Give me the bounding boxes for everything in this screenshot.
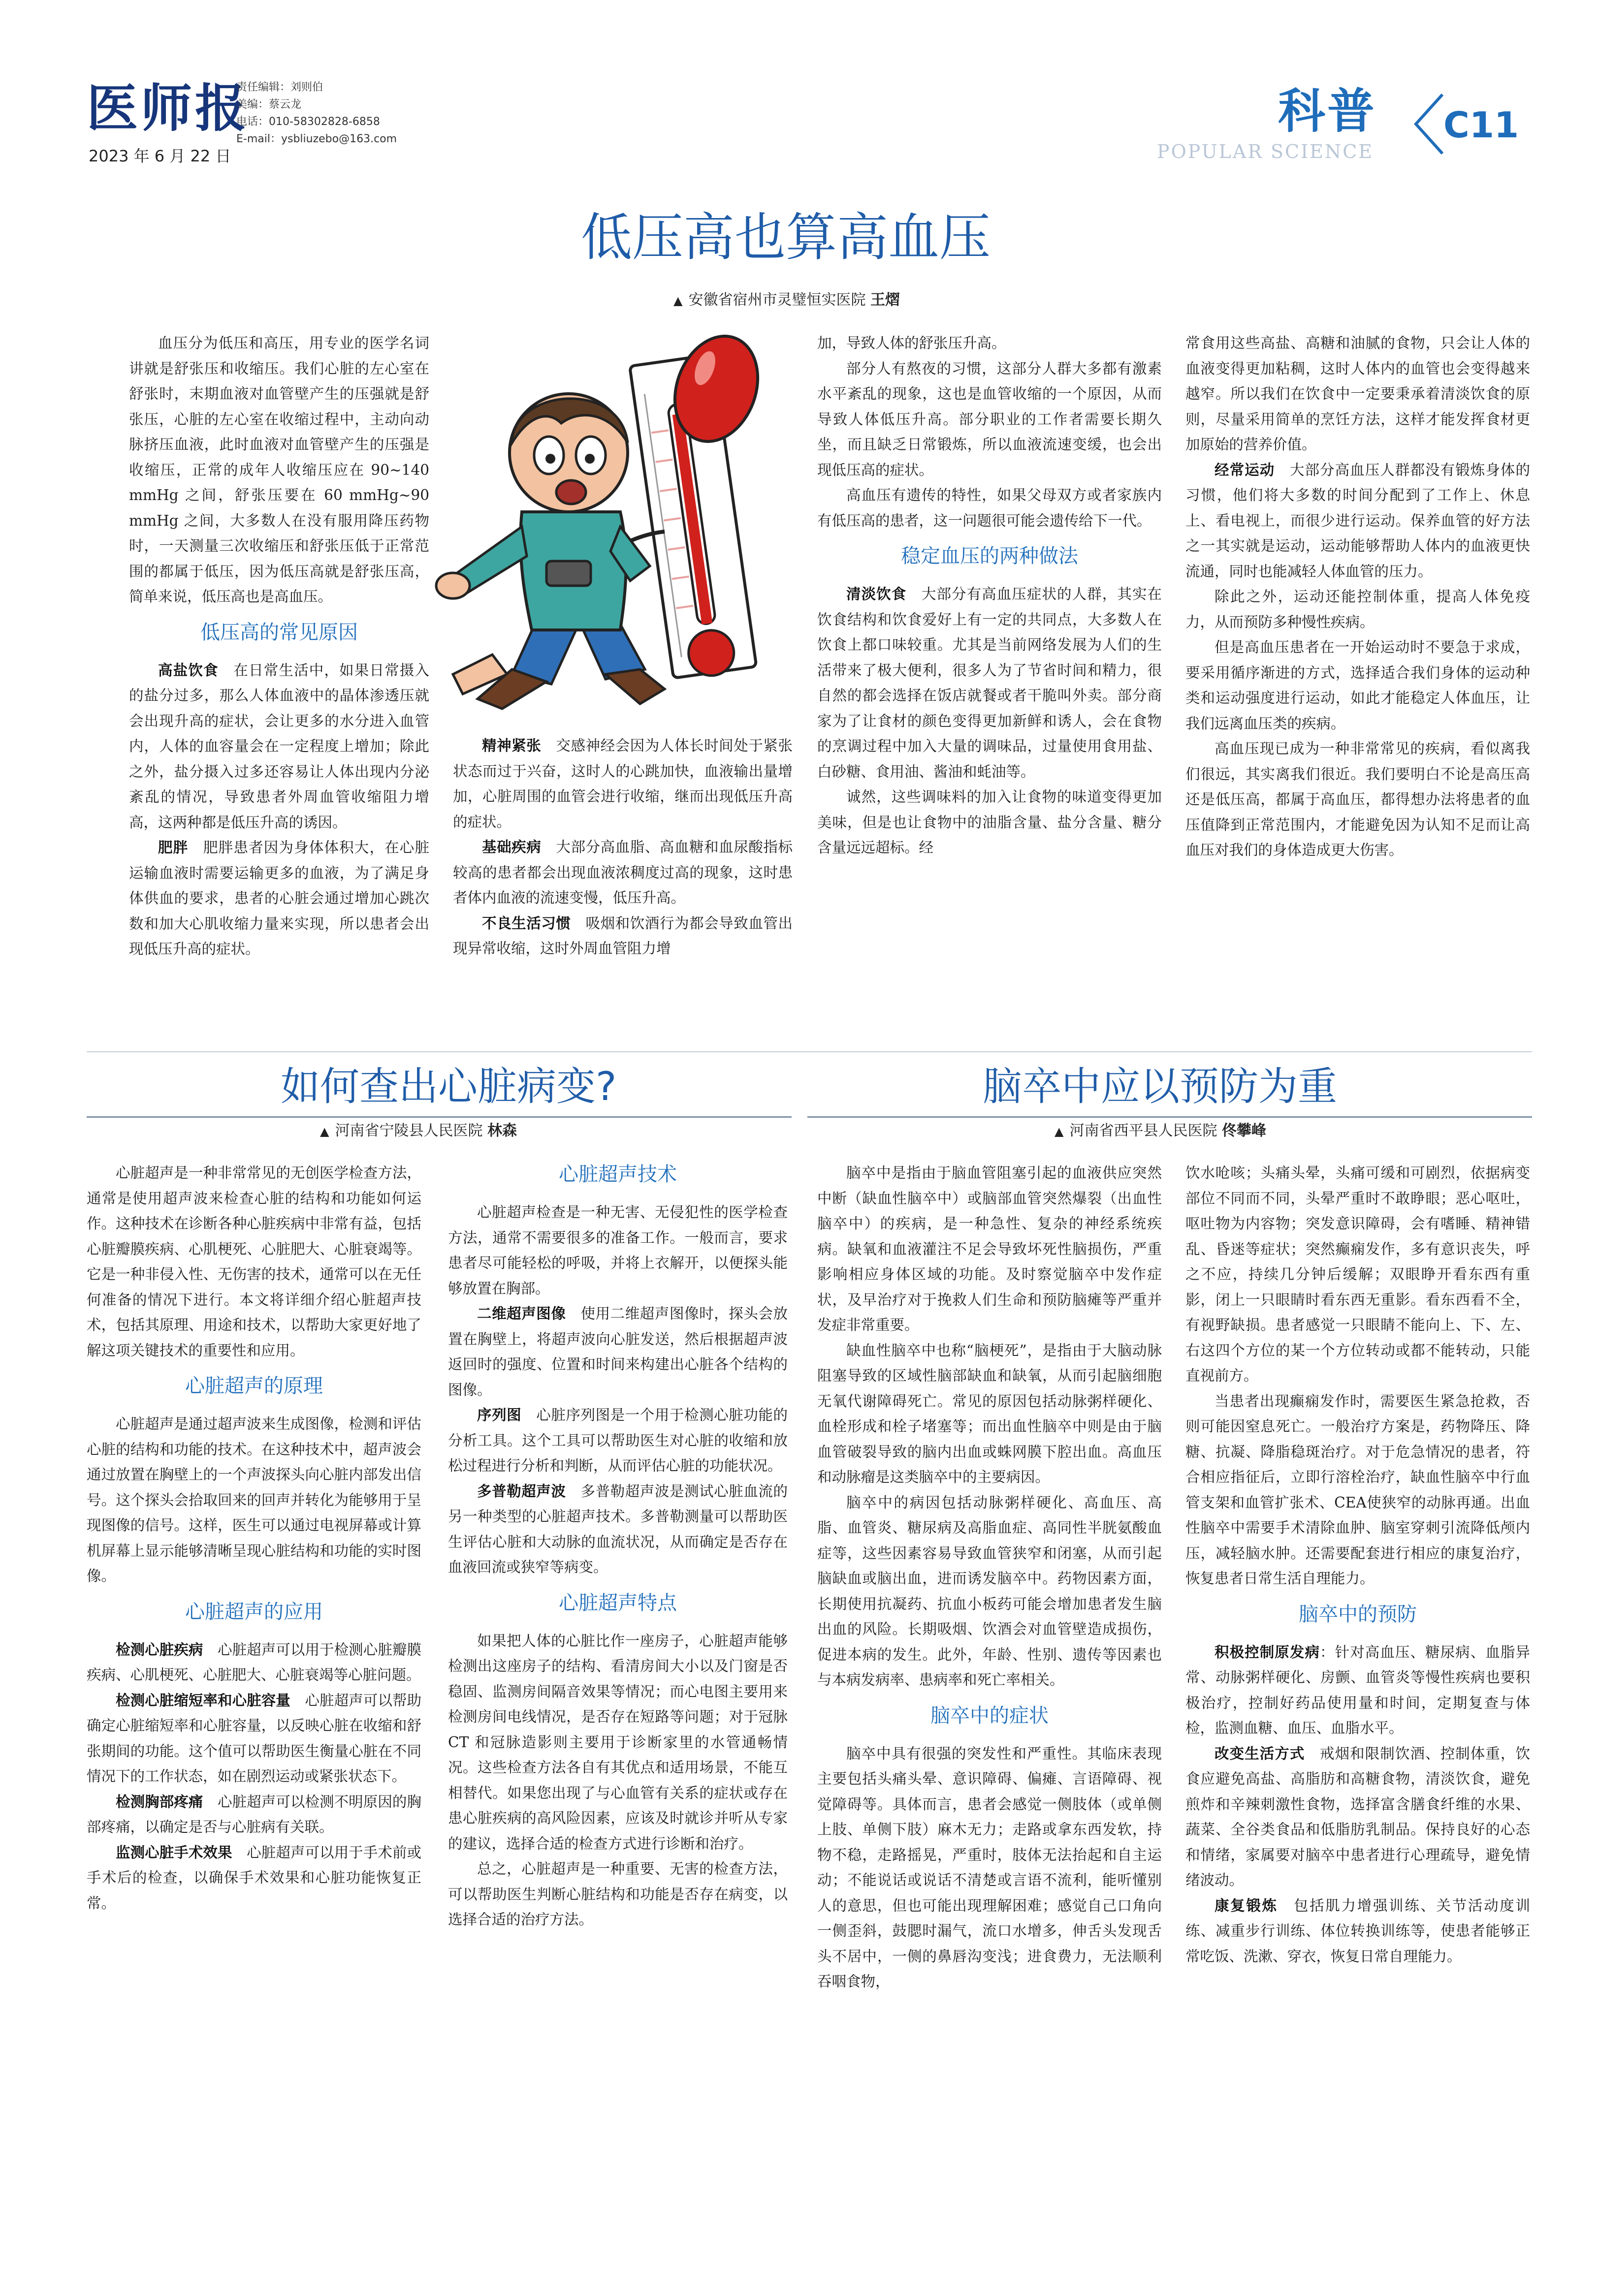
paragraph: 脑卒中具有很强的突发性和严重性。其临床表现主要包括头痛头晕、意识障碍、偏瘫、言语障碍、视觉障碍等。具体而言，患者会感觉一侧肢体（或单侧上肢、单侧下肢）麻木无力；走路或拿东西发软，持物不稳，走路摇晃，严重时，肢体无法抬起和自主运动；不能说话或说话不清楚或言语不流利，能听懂别人的意思，但也可能出现理解困难；感觉自己口角向一侧歪斜，鼓腮时漏气，流口水增多，伸舌头发现舌头不居中，一侧的鼻唇沟变浅；进食费力，无法顺利吞咽食物，: [817, 1745, 1162, 1990]
article-1-title: 低压高也算高血压: [581, 207, 991, 267]
cartoon-man-thermometer-icon: [433, 330, 788, 719]
article-3-byline: ▲ 河南省西平县人民医院 佟攀峰: [1055, 1122, 1267, 1139]
article-3-column-1: [817, 1161, 1162, 1995]
subheading: 心脏超声技术: [559, 1163, 677, 1186]
subheading: 低压高的常见原因: [200, 621, 358, 644]
title-underline: [807, 1116, 1532, 1118]
paragraph: 高血压有遗传的特性，如果父母双方或者家族内有低压高的患者，这一问题很可能会遗传给下一代。: [817, 487, 1162, 529]
paragraph: 精神紧张 交感神经会因为人体长时间处于紧张状态而过于兴奋，这时人的心跳加快，血液输出量增加，心脏周围的血管会进行收缩，继而出现低压升高的症状。: [453, 737, 793, 830]
subheading: 心脏超声的原理: [185, 1375, 323, 1397]
paragraph: 积极控制原发病：针对高血压、糖尿病、血脂异常、动脉粥样硬化、房颤、血管炎等慢性疾病也要积极治疗，控制好药品使用量和时间，定期复查与体检，监测血糖、血压、血脂水平。: [1185, 1643, 1530, 1736]
paragraph: 高盐饮食 在日常生活中，如果日常摄入的盐分过多，那么人体血液中的晶体渗透压就会出现升高的症状，会让更多的水分进入血管内，人体的血容量会在一定程度上增加；除此之外，盐分摄入过多还容易让人体出现内分泌紊乱的情况，导致患者外周血管收缩阻力增高，这两种都是低压升高的诱因。: [129, 661, 429, 831]
article-1-author: 王熠: [870, 291, 900, 309]
paragraph: 检测胸部疼痛 心脏超声可以检测不明原因的胸部疼痛，以确定是否与心脏病有关联。: [87, 1793, 421, 1835]
paragraph: 经常运动 大部分高血压人群都没有锻炼身体的习惯，他们将大多数的时间分配到了工作上、休息上、看电视上，而很少进行运动。保养血管的好方法之一其实就是运动，运动能够帮助人体内的血液更快流通，同时也能减轻人体血管的压力。: [1185, 461, 1530, 580]
subheading: 脑卒中的症状: [930, 1704, 1049, 1727]
section-subtitle: POPULAR SCIENCE: [1157, 141, 1374, 162]
paragraph: 如果把人体的心脏比作一座房子，心脏超声能够检测出这座房子的结构、看清房间大小以及门窗是否稳固、监测房间隔音效果等情况；而心电图主要用来检测房间电线情况，是否存在短路等问题；对于冠脉 CT 和冠脉造影则主要用于诊断家里的水管通畅情况。这些检查方法各自有其优点和适用场景，不能互相替代。如果您出现了与心血管有关系的症状或存在患心脏疾病的高风险因素，应该及时就诊并听从专家的建议，选择合适的检查方式进行诊断和治疗。: [448, 1632, 788, 1852]
paragraph: 康复锻炼 包括肌力增强训练、关节活动度训练、减重步行训练、体位转换训练等，使患者能够正常吃饭、洗漱、穿衣，恢复日常自理能力。: [1185, 1897, 1530, 1965]
email-line: E-mail：ysbliuzebo@163.com: [236, 133, 397, 145]
paragraph: 心脏超声是一种非常常见的无创医学检查方法，通常是使用超声波来检查心脏的结构和功能如何运作。这种技术在诊断各种心脏疾病中非常有益，包括心脏瓣膜疾病、心肌梗死、心脏肥大、心脏衰竭等。它是一种非侵入性、无伤害的技术，通常可以在无任何准备的情况下进行。本文将详细介绍心脏超声技术，包括其原理、用途和技术，以帮助大家更好地了解这项关键技术的重要性和应用。: [87, 1164, 421, 1359]
article-1-column-4: [1185, 331, 1530, 863]
newspaper-logo: 医师报: [87, 78, 250, 138]
paragraph: 脑卒中是指由于脑血管阻塞引起的血液供应突然中断（缺血性脑卒中）或脑部血管突然爆裂（出血性脑卒中）的疾病，是一种急性、复杂的神经系统疾病。缺氧和血液灌注不足会导致坏死性脑损伤，严重影响相应身体区域的功能。及时察觉脑卒中发作症状，及早治疗对于挽救人们生命和预防脑瘫等严重并发症非常重要。: [817, 1164, 1162, 1333]
paragraph: 基础疾病 大部分高血脂、高血糖和血尿酸指标较高的患者都会出现血液浓稠度过高的现象，这时患者体内血液的流速变慢，低压升高。: [453, 839, 793, 906]
paragraph: 检测心脏疾病 心脏超声可以用于检测心脏瓣膜疾病、心肌梗死、心脏肥大、心脏衰竭等心脏问题。: [87, 1641, 421, 1683]
article-1-column-1: [129, 331, 429, 962]
article-1-column-2: [453, 733, 793, 962]
subheading: 脑卒中的预防: [1299, 1603, 1417, 1626]
triangle-icon: ▲: [673, 294, 683, 308]
paragraph: 肥胖 肥胖患者因为身体体积大，在心脏运输血液时需要运输更多的血液，为了满足身体供血的要求，患者的心脏会通过增加心跳次数和加大心肌收缩力量来实现，所以患者会出现低压升高的症状。: [129, 839, 429, 957]
article-3-column-2: [1185, 1161, 1530, 1969]
paragraph: 缺血性脑卒中也称“脑梗死”，是指由于大脑动脉阻塞导致的区域性脑部缺血和缺氧，从而引起脑细胞无氧代谢障碍死亡。常见的原因包括动脉粥样硬化、血栓形成和栓子堵塞等；而出血性脑卒中则是由于脑血管破裂导致的脑内出血或蛛网膜下腔出血。高血压和动脉瘤是这类脑卒中的主要病因。: [817, 1342, 1162, 1485]
page-number: C11: [1443, 104, 1519, 146]
paragraph: 序列图 心脏序列图是一个用于检测心脏功能的分析工具。这个工具可以帮助医生对心脏的收缩和放松过程进行分析和判断，从而评估心脏的功能状况。: [448, 1407, 788, 1474]
editor-line: 责任编辑：刘则伯: [236, 81, 323, 94]
paragraph: 常食用这些高盐、高糖和油腻的食物，只会让人体的血液变得更加粘稠，这时人体内的血管也会变得越来越窄。所以我们在饮食中一定要秉承着清淡饮食的原则，尽量采用简单的烹饪方法，这样才能发挥食材更加原始的营养价值。: [1185, 335, 1530, 453]
article-1-column-3: [817, 331, 1162, 861]
triangle-icon: ▲: [320, 1125, 329, 1138]
section-divider: [87, 1051, 1532, 1052]
article-3-title: 脑卒中应以预防为重: [983, 1064, 1337, 1109]
editorial-info: [236, 79, 397, 148]
paragraph: 部分人有熬夜的习惯，这部分人群大多都有激素水平紊乱的现象，这也是血管收缩的一个原因，从而导致人体低压升高。部分职业的工作者需要长期久坐，而且缺乏日常锻炼，所以血液流速变缓，也会出现低压高的症状。: [817, 360, 1162, 478]
paragraph: 不良生活习惯 吸烟和饮酒行为都会导致血管出现异常收缩，这时外周血管阻力增: [453, 914, 793, 957]
paragraph: 改变生活方式 戒烟和限制饮酒、控制体重，饮食应避免高盐、高脂肪和高糖食物，清淡饮食，避免煎炸和辛辣刺激性食物，选择富含膳食纤维的水果、蔬菜、全谷类食品和低脂肪乳制品。保持良好的心态和情绪，家属要对脑卒中患者进行心理疏导，避免情绪波动。: [1185, 1745, 1530, 1888]
section-title: 科普: [1278, 84, 1376, 139]
paragraph: 血压分为低压和高压，用专业的医学名词讲就是舒张压和收缩压。我们心脏的左心室在舒张时，末期血液对血管壁产生的压强就是舒张压，心脏的左心室在收缩过程中，主动向动脉挤压血液，此时血液对血管壁产生的压强是收缩压，正常的成年人收缩压应在 90~140 mmHg 之间，舒张压要在 60 mmHg~90 mmHg 之间，大多数人在没有服用降压药物时，一天测量三次收缩压和舒张压低于正常范围的都属于低压，因为低压高就是舒张压高，简单来说，低压高也是高血压。: [129, 335, 429, 605]
paragraph: 清淡饮食 大部分有高血压症状的人群，其实在饮食结构和饮食爱好上有一定的共同点，大多数人在饮食上都口味较重。尤其是当前网络发展为人们的生活带来了极大便利，很多人为了节省时间和精力，很自然的都会选择在饭店就餐或者干脆叫外卖。部分商家为了让食材的颜色变得更加新鲜和诱人，会在食物的烹调过程中加入大量的调味品，过量使用食用盐、白砂糖、食用油、酱油和蚝油等。: [817, 586, 1162, 780]
article-3-author: 佟攀峰: [1222, 1122, 1267, 1139]
paragraph: 监测心脏手术效果 心脏超声可以用于手术前或手术后的检查，以确保手术效果和心脏功能恢复正常。: [87, 1844, 421, 1912]
phone-line: 电话：010-58302828-6858: [236, 116, 380, 128]
triangle-icon: ▲: [1055, 1125, 1064, 1138]
page-header: [0, 0, 1599, 177]
paragraph: 总之，心脏超声是一种重要、无害的检查方法，可以帮助医生判断心脏结构和功能是否存在病变，以选择合适的治疗方法。: [448, 1860, 788, 1928]
issue-date: 2023 年 6 月 22 日: [89, 147, 231, 165]
paragraph: 检测心脏缩短率和心脏容量 心脏超声可以帮助确定心脏缩短率和心脏容量，以反映心脏在收缩和舒张期间的功能。这个值可以帮助医生衡量心脏在不同情况下的工作状态，如在剧烈运动或紧张状态下。: [87, 1692, 421, 1785]
subheading: 稳定血压的两种做法: [901, 545, 1078, 567]
paragraph: 二维超声图像 使用二维超声图像时，探头会放置在胸壁上，将超声波向心脏发送，然后根据超声波返回时的强度、位置和时间来构建出心脏各个结构的图像。: [448, 1305, 788, 1398]
paragraph: 心脏超声是通过超声波来生成图像，检测和评估心脏的结构和功能的技术。在这种技术中，超声波会通过放置在胸壁上的一个声波探头向心脏内部发出信号。这个探头会拾取回来的回声并转化为能够用于呈现图像的信号。这样，医生可以通过电视屏幕或计算机屏幕上显示能够清晰呈现心脏结构和功能的实时图像。: [87, 1415, 421, 1584]
article-2-column-1: [87, 1161, 421, 1916]
paragraph: 当患者出现癫痫发作时，需要医生紧急抢救，否则可能因窒息死亡。一般治疗方案是，药物降压、降糖、抗凝、降脂稳斑治疗。对于危急情况的患者，符合相应指征后，立即行溶栓治疗，缺血性脑卒中行血管支架和血管扩张术、CEA使狭窄的动脉再通。出血性脑卒中需要手术清除血肿、脑室穿刺引流降低颅内压，减轻脑水肿。还需要配套进行相应的康复治疗，恢复患者日常生活自理能力。: [1185, 1392, 1530, 1587]
paragraph: 心脏超声检查是一种无害、无侵犯性的医学检查方法，通常不需要很多的准备工作。一般而言，要求患者尽可能轻松的呼吸，并将上衣解开，以便探头能够放置在胸部。: [448, 1204, 788, 1297]
title-underline: [87, 1116, 792, 1118]
subheading: 心脏超声的应用: [185, 1600, 323, 1623]
paragraph: 高血压现已成为一种非常常见的疾病，看似离我们很远，其实离我们很近。我们要明白不论是高压高还是低压高，都属于高血压，都得想办法将患者的血压值降到正常范围内，才能避免因为认知不足而让高血压对我们的身体造成更大伤害。: [1185, 740, 1530, 858]
paragraph: 加，导致人体的舒张压升高。: [817, 335, 1006, 351]
paragraph: 但是高血压患者在一开始运动时不要急于求成，要采用循序渐进的方式，选择适合我们身体的运动种类和运动强度进行运动，如此才能稳定人体血压，让我们远离血压类的疾病。: [1185, 639, 1530, 732]
paragraph: 多普勒超声波 多普勒超声波是测试心脏血流的另一种类型的心脏超声技术。多普勒测量可以帮助医生评估心脏和大动脉的血流状况，从而确定是否存在血液回流或狭窄等病变。: [448, 1482, 788, 1575]
article-2-column-2: [448, 1161, 788, 1933]
article-2-byline: ▲ 河南省宁陵县人民医院 林森: [320, 1122, 517, 1139]
paragraph: 除此之外，运动还能控制体重，提高人体免疫力，从而预防多种慢性疾病。: [1185, 588, 1530, 630]
subheading: 心脏超声特点: [559, 1591, 677, 1614]
paragraph: 饮水呛咳；头痛头晕，头痛可缓和可剧烈，依据病变部位不同而不同，头晕严重时不敢睁眼；恶心呕吐，呕吐物为内容物；突发意识障碍，会有嗜睡、精神错乱、昏迷等症状；突然癫痫发作，多有意识丧失，呼之不应，持续几分钟后缓解；双眼睁开看东西有重影，闭上一只眼睛时看东西无重影。看东西看不全，有视野缺损。患者感觉一只眼睛不能向上、下、左、右这四个方位的某一个方位转动或都不能转动，只能直视前方。: [1185, 1164, 1530, 1384]
designer-line: 美编：蔡云龙: [236, 98, 302, 111]
paragraph: 脑卒中的病因包括动脉粥样硬化、高血压、高脂、血管炎、糖尿病及高脂血症、高同性半胱氨酸血症等，这些因素容易导致血管狭窄和闭塞，从而引起脑缺血或脑出血，进而诱发脑卒中。药物因素方面，长期使用抗凝药、抗血小板药可能会增加患者发生脑出血的风险。长期吸烟、饮酒会对血管壁造成损伤，促进本病的发生。此外，年龄、性别、遗传等因素也与本病发病率、患病率和死亡率相关。: [817, 1494, 1162, 1688]
article-2-author: 林森: [487, 1122, 517, 1139]
article-1-byline: ▲ 安徽省宿州市灵璧恒实医院 王熠: [673, 291, 900, 309]
article-2-title: 如何查出心脏病变?: [281, 1064, 617, 1109]
paragraph: 诚然，这些调味料的加入让食物的味道变得更加美味，但是也让食物中的油脂含量、盐分含量、糖分含量远远超标。经: [817, 788, 1162, 856]
